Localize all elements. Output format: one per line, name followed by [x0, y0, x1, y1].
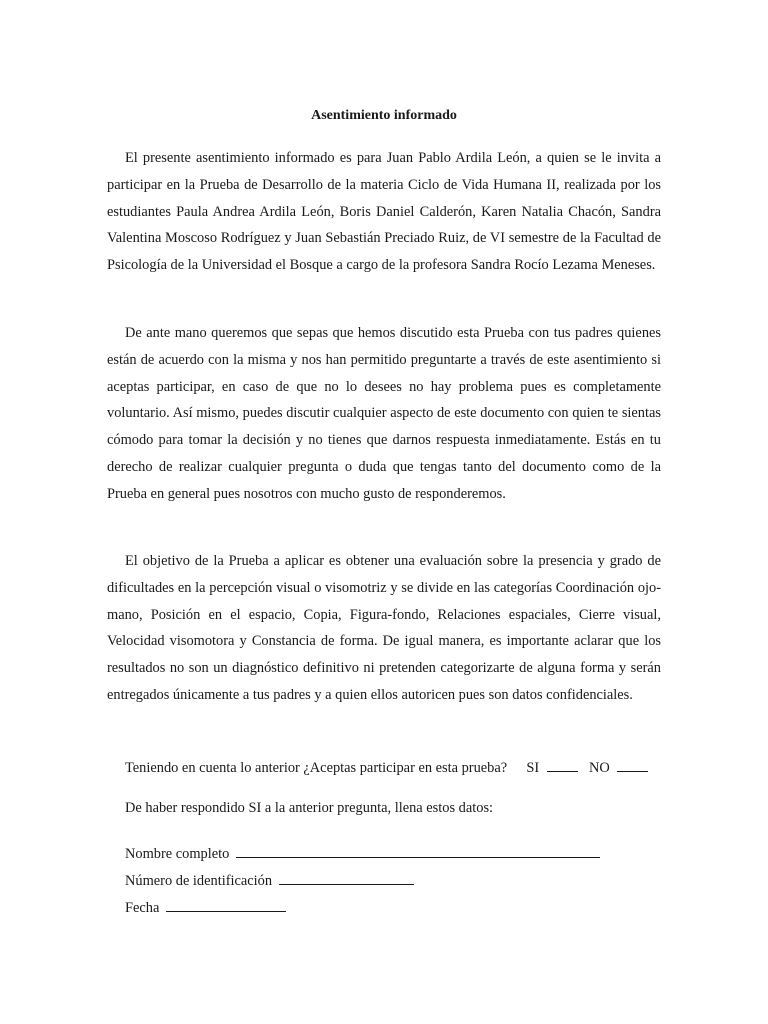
yes-label: SI — [526, 760, 540, 776]
fill-instruction: De haber respondido SI a la anterior pregunta, llena estos datos: — [125, 800, 494, 816]
yes-blank[interactable] — [547, 757, 578, 772]
date-label: Fecha — [125, 900, 160, 916]
full-name-label: Nombre completo — [125, 846, 230, 862]
paragraph-consent-details: De ante mano queremos que sepas que hemos discutido esta Prueba con tus padres quienes están de acuerdo con la misma y nos han permitido preguntarte a través de este asentimiento si aceptas participar, en caso de que no lo desees no hay problema pues es completamente voluntario. Así mismo, puedes discutir cualquier aspecto de este documento con quien te sientas cómodo para tomar la decisión y no tienes que darnos respuesta inmediatamente. Estás en tu derecho de realizar cualquier pregunta o duda que tengas tanto del documento como de la Prueba en general pues nosotros con mucho gusto de responderemos. — [107, 325, 661, 502]
field-date — [125, 896, 286, 918]
paragraph-objective: El objetivo de la Prueba a aplicar es obtener una evaluación sobre la presencia y grado de dificultades en la percepción visual o visomotriz y se divide en las categorías Coordinación ojo-mano, Posición en el espacio, Copia, Figura-fondo, Relaciones espaciales, Cierre visual, Velocidad visomotora y Constancia de forma. De igual manera, es importante aclarar que los resultados no son un diagnóstico definitivo ni pretenden categorizarte de alguna forma y serán entregados únicamente a tus padres y a quien ellos autoricen pues son datos confidenciales. — [107, 553, 661, 703]
consent-question — [125, 757, 648, 778]
paragraph-introduction: El presente asentimiento informado es para Juan Pablo Ardila León, a quien se le invita a participar en la Prueba de Desarrollo de la materia Ciclo de Vida Humana II, realizada por los estudiantes Paula Andrea Ardila León, Boris Daniel Calderón, Karen Natalia Chacón, Sandra Valentina Moscoso Rodríguez y Juan Sebastián Preciado Ruiz, de VI semestre de la Facultad de Psicología de la Universidad el Bosque a cargo de la profesora Sandra Rocío Lezama Meneses. — [107, 150, 661, 274]
no-blank[interactable] — [617, 757, 648, 772]
id-number-label: Número de identificación — [125, 873, 273, 889]
date-blank[interactable] — [166, 896, 286, 912]
full-name-blank[interactable] — [236, 842, 600, 858]
document-title: Asentimiento informado — [311, 108, 457, 123]
field-id-number — [125, 869, 414, 891]
id-number-blank[interactable] — [279, 869, 414, 885]
field-full-name — [125, 842, 600, 864]
consent-question-text: Teniendo en cuenta lo anterior ¿Aceptas participar en esta prueba? — [125, 760, 508, 776]
no-label: NO — [589, 760, 610, 776]
